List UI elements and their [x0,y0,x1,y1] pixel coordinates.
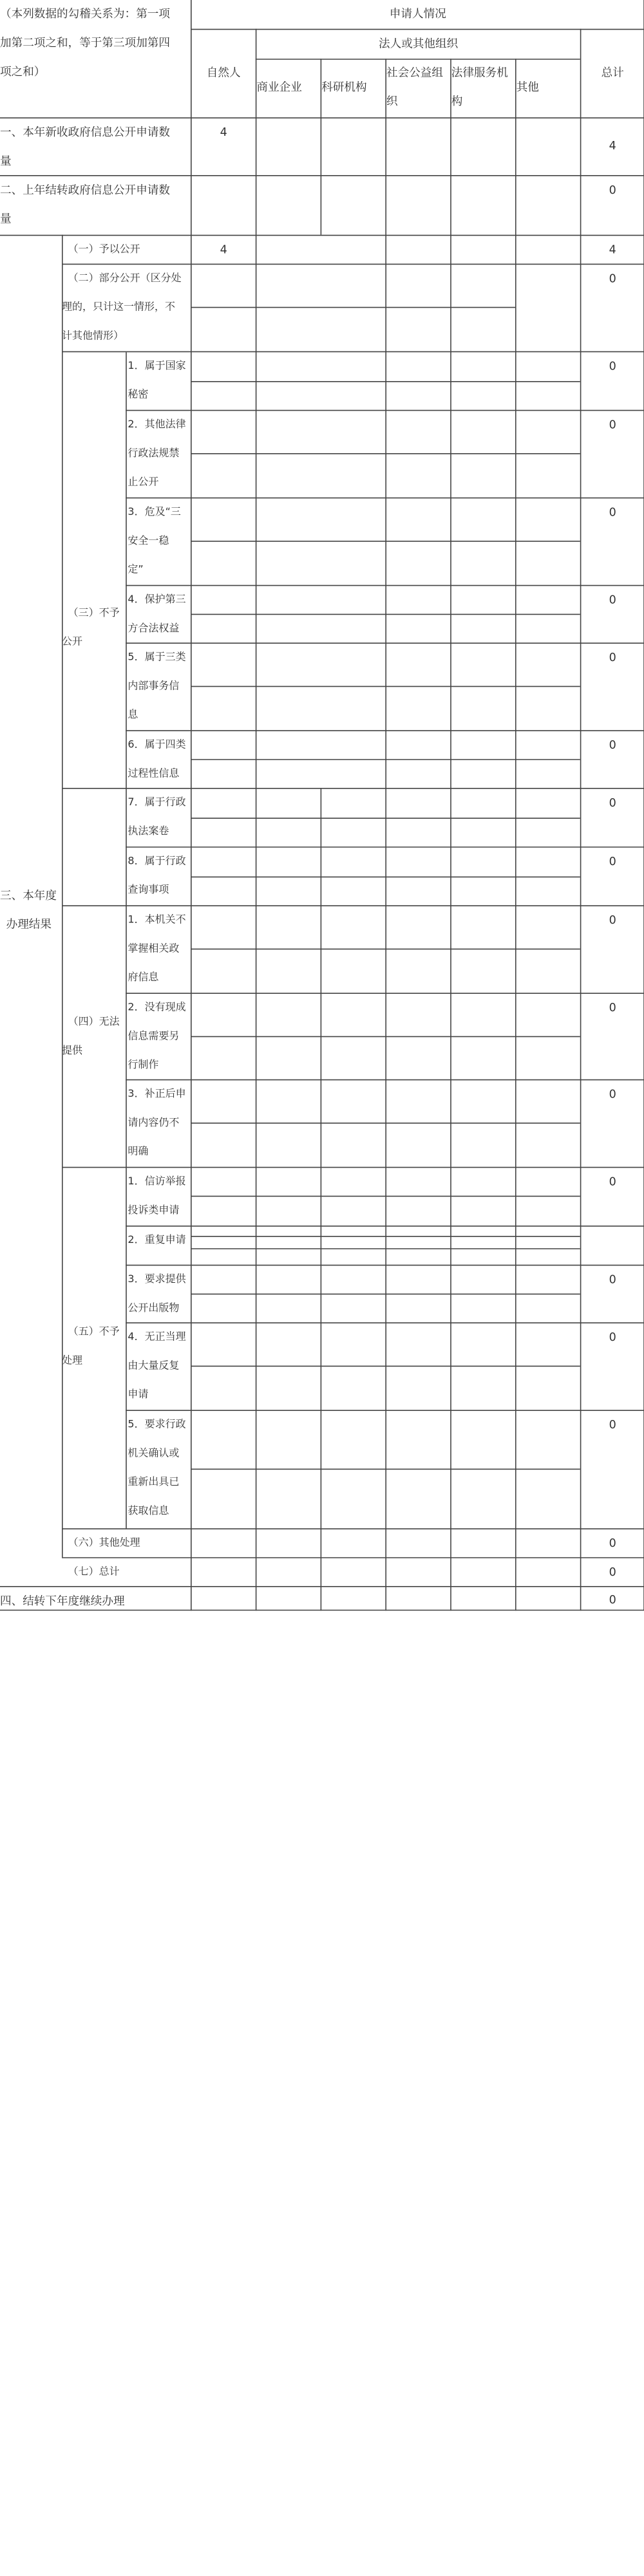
unable-label-1: （四）无法 [68,1016,120,1028]
new-requests-label-1: 一、本年新收政府信息公开申请数 [0,126,170,139]
un-item-3-line-2: 请内容仍不 [128,1117,180,1129]
un-item-3-total: 0 [609,1087,616,1101]
np-item-5-total: 0 [609,1418,616,1432]
commercial-header: 商业企业 [256,80,302,94]
un-item-1-total: 0 [609,913,616,927]
np-item-1-total: 0 [609,1175,616,1189]
nd-item-2-line-1: 2．其他法律 [128,419,186,431]
partial-label-2: 理的，只计这一情形，不 [62,301,175,313]
legal-service-header-line-1: 法律服务机 [451,66,508,80]
un-item-2-line-1: 2．没有现成 [128,1002,186,1014]
disclose-total: 4 [609,243,616,257]
partial-label-3: 计其他情形） [62,330,124,342]
applicant-header: 申请人情况 [389,7,446,21]
relation-note-line-2: 加第二项之和，等于第三项加第四 [0,36,170,50]
relation-note-line-1: （本列数据的勾稽关系为：第一项 [0,7,170,21]
un-item-3-line-1: 3．补正后申 [128,1088,186,1100]
np-item-4-total: 0 [609,1330,616,1344]
not-process-label-2: 处理 [62,1355,82,1367]
nd-item-6-total: 0 [609,738,616,752]
nd-item-5-total: 0 [609,651,616,664]
public-welfare-header-line-1: 社会公益组 [386,66,443,80]
np-item-5-line-4: 获取信息 [128,1506,169,1517]
np-item-1-line-1: 1．信访举报 [128,1176,186,1188]
nd-item-3-line-1: 3．危及“三 [128,507,181,518]
relation-note-line-3: 项之和） [0,64,46,79]
np-item-3-line-2: 公开出版物 [128,1303,180,1314]
legal-person-header: 法人或其他组织 [379,37,459,51]
nd-item-4-line-2: 方合法权益 [128,623,180,635]
un-item-1-line-1: 1．本机关不 [128,914,186,926]
un-item-3-line-3: 明确 [128,1146,149,1158]
nd-item-1-total: 0 [609,359,616,373]
disclose-label: （一）予以公开 [68,244,140,256]
subtotal-total: 0 [609,1565,616,1579]
other-processing-total: 0 [609,1536,616,1550]
nd-item-3-line-2: 安全一稳 [128,536,169,547]
new-requests-total: 4 [609,139,616,153]
not-disclose-label-1: （三）不予 [68,608,120,619]
nd-item-2-line-3: 止公开 [128,476,159,489]
research-header: 科研机构 [321,80,367,94]
un-item-2-line-2: 信息需要另 [128,1031,180,1043]
nd-item-7-total: 0 [609,796,616,810]
carryover-label-2: 量 [0,212,12,226]
partial-label-1: （二）部分公开（区分处 [68,273,182,285]
nd-item-6-line-2: 过程性信息 [128,768,180,780]
un-item-1-line-3: 府信息 [128,972,159,984]
np-item-3-total: 0 [609,1273,616,1287]
nd-item-3-line-3: 定” [128,564,144,576]
legal-service-header-line-2: 构 [451,95,463,108]
other-processing-label: （六）其他处理 [68,1537,140,1549]
disclose-natural: 4 [220,243,227,257]
np-item-5-line-1: 5．要求行政 [128,1419,186,1431]
results-label-1: 三、本年度 [0,888,57,902]
new-requests-label-2: 量 [0,154,12,168]
next-year-total: 0 [609,1593,616,1607]
np-item-2-line-1: 2．重复申请 [128,1235,186,1246]
nd-item-4-line-1: 4．保护第三 [128,594,186,606]
nd-item-8-line-2: 查询事项 [128,884,169,896]
total-header: 总计 [601,66,624,80]
np-item-3-line-1: 3．要求提供 [128,1274,186,1285]
natural-person-header: 自然人 [206,66,241,80]
np-item-5-line-3: 重新出具已 [128,1477,180,1488]
np-item-1-line-2: 投诉类申请 [128,1205,180,1217]
new-requests-natural: 4 [220,126,227,139]
partial-total: 0 [609,272,616,286]
np-item-5-line-2: 机关确认或 [128,1448,180,1460]
nd-item-5-line-1: 5．属于三类 [128,651,186,664]
np-item-4-line-3: 申请 [128,1389,149,1401]
carryover-label-1: 二、上年结转政府信息公开申请数 [0,183,170,197]
un-item-2-line-3: 行制作 [128,1059,159,1071]
un-item-1-line-2: 掌握相关政 [128,943,180,955]
nd-item-2-line-2: 行政法规禁 [128,448,180,460]
public-welfare-header-line-2: 织 [386,95,398,108]
subtotal-label: （七）总计 [68,1566,120,1578]
nd-item-5-line-2: 内部事务信 [128,680,180,693]
other-header: 其他 [516,80,539,94]
nd-item-8-line-1: 8．属于行政 [128,855,186,868]
carryover-total: 0 [609,183,616,197]
next-year-label: 四、结转下年度继续办理 [0,1594,125,1608]
not-disclose-label-2: 公开 [62,636,82,648]
nd-item-1-line-2: 秘密 [128,389,149,401]
np-item-4-line-1: 4．无正当理 [128,1331,186,1343]
nd-item-7-line-2: 执法案卷 [128,826,169,837]
nd-item-6-line-1: 6．属于四类 [128,739,186,751]
nd-item-2-total: 0 [609,418,616,432]
nd-item-8-total: 0 [609,855,616,868]
not-process-label-1: （五）不予 [68,1326,120,1338]
nd-item-5-line-3: 息 [128,709,138,721]
unable-label-2: 提供 [62,1045,82,1057]
nd-item-1-line-1: 1．属于国家 [128,360,186,372]
un-item-2-total: 0 [609,1001,616,1014]
np-item-4-line-2: 由大量反复 [128,1360,180,1372]
results-label-2: 办理结果 [6,917,52,931]
nd-item-7-line-1: 7．属于行政 [128,797,186,808]
nd-item-3-total: 0 [609,505,616,519]
nd-item-4-total: 0 [609,593,616,607]
